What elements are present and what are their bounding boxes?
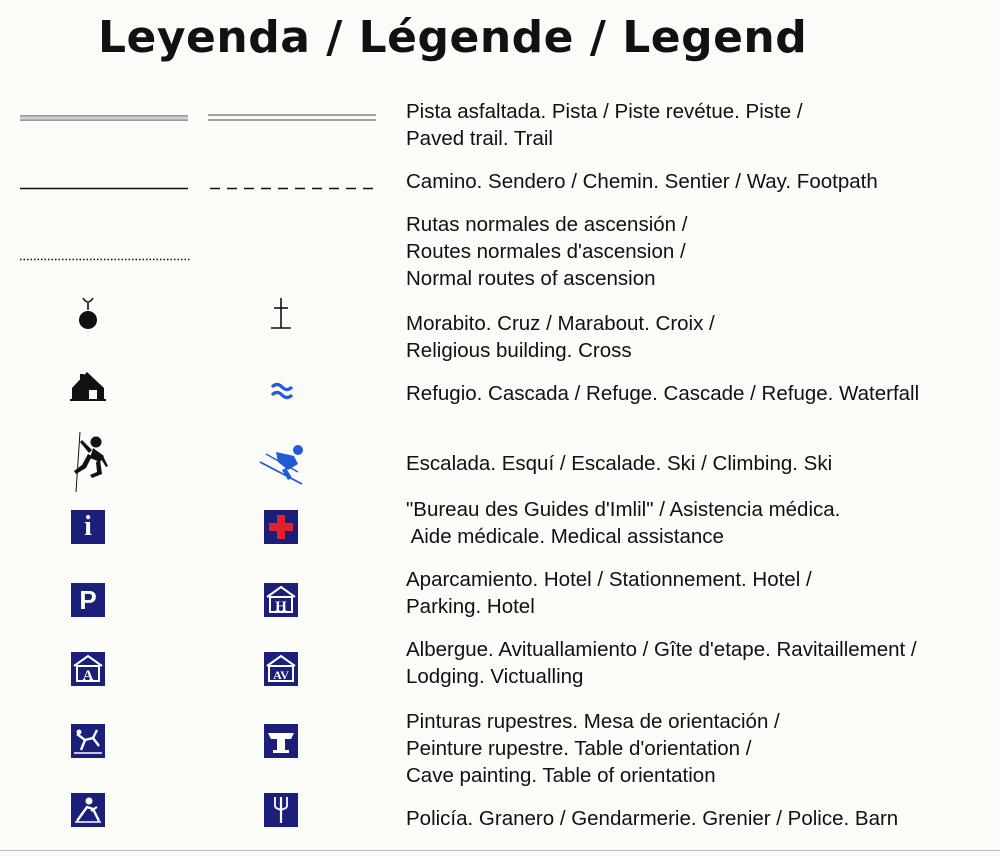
- legend-desc: Albergue. Avituallamiento / Gîte d'etape. Ravitaillement / Lodging. Victualling: [406, 638, 917, 688]
- climbing-icon: [66, 432, 112, 494]
- legend-desc: Escalada. Esquí / Escalade. Ski / Climbing. Ski: [406, 452, 833, 475]
- refuge-icon: [70, 370, 108, 404]
- legend-desc: Morabito. Cruz / Marabout. Croix / Religious building. Cross: [406, 312, 715, 362]
- lodging-icon: [71, 652, 105, 686]
- hotel-icon: [264, 583, 298, 617]
- paved-trail-line: [20, 115, 188, 123]
- legend-desc: Refugio. Cascada / Refuge. Cascade / Refuge. Waterfall: [406, 382, 920, 405]
- way-solid-line: [20, 187, 188, 190]
- legend-desc: Pinturas rupestres. Mesa de orientación / Peinture rupestre. Table d'orientation / Cave painting. Table of orientation: [406, 710, 780, 787]
- dotted-route-line: [20, 258, 190, 261]
- orientation-table-icon: [264, 724, 298, 758]
- legend-title: Leyenda / Légende / Legend: [98, 12, 808, 63]
- info-icon: [71, 510, 105, 544]
- ski-icon: [258, 440, 306, 488]
- cave-painting-icon: [71, 724, 105, 758]
- legend-desc: Camino. Sendero / Chemin. Sentier / Way. Footpath: [406, 170, 878, 193]
- cross-icon: [268, 296, 294, 332]
- barn-icon: [264, 793, 298, 827]
- footpath-dashed-line: [210, 187, 376, 190]
- legend-desc: "Bureau des Guides d'Imlil" / Asistencia médica. Aide médicale. Medical assistance: [406, 498, 841, 548]
- info-icon-letter: i: [84, 511, 92, 542]
- medical-icon: [264, 510, 298, 544]
- trail-line: [208, 114, 376, 122]
- victualling-icon-letters: AV: [273, 668, 289, 682]
- bottom-rule: [0, 850, 1000, 851]
- lodging-icon-letter: A: [82, 668, 94, 684]
- parking-icon: [71, 583, 105, 617]
- parking-icon-letter: P: [79, 585, 97, 615]
- victualling-icon: [264, 652, 298, 686]
- waterfall-icon: [270, 380, 294, 402]
- legend-desc: Rutas normales de ascensión / Routes normales d'ascension / Normal routes of ascension: [406, 213, 688, 290]
- marabout-icon: [76, 296, 100, 332]
- legend-desc: Policía. Granero / Gendarmerie. Grenier / Police. Barn: [406, 807, 899, 830]
- legend-desc: Aparcamiento. Hotel / Stationnement. Hotel / Parking. Hotel: [406, 568, 812, 618]
- police-icon: [71, 793, 105, 827]
- legend-desc: Pista asfaltada. Pista / Piste revétue. Piste / Paved trail. Trail: [406, 100, 803, 150]
- hotel-icon-letter: H: [275, 599, 287, 615]
